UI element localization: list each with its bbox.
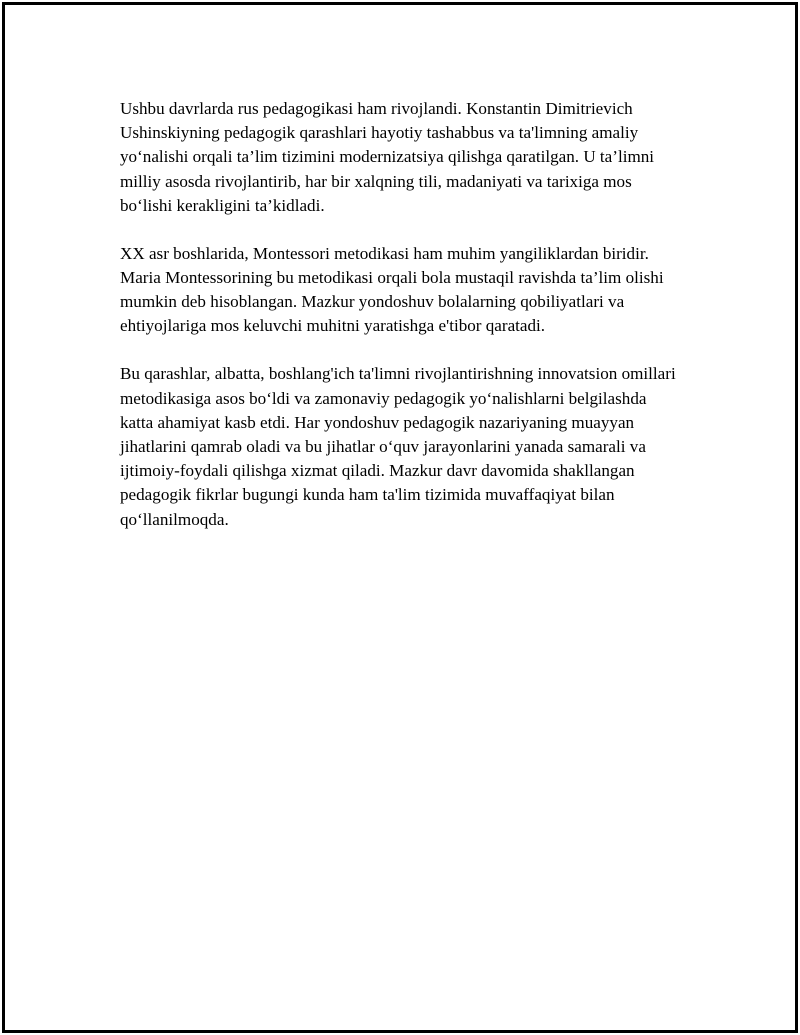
paragraph-conclusion: Bu qarashlar, albatta, boshlang'ich ta'limni rivojlantirishning innovatsion omillari metodikasiga asos bo‘ldi va zamonaviy pedagogik yo‘nalishlarni belgilashda katta ahamiyat kasb etdi. Har yondoshuv pedagogik nazariyaning muayyan jihatlarini qamrab oladi va bu jihatlar o‘quv jarayonlarini yanada samarali va ijtimoiy-foydali qilishga xizmat qiladi. Mazkur davr davomida shakllangan pedagogik fikrlar bugungi kunda ham ta'lim tizimida muvaffaqiyat bilan qo‘llanilmoqda. [120,364,676,529]
document-body [120,97,680,556]
paragraph-ushinsky: Ushbu davrlarda rus pedagogikasi ham rivojlandi. Konstantin Dimitrievich Ushinskiyning pedagogik qarashlari hayotiy tashabbus va ta'limning amaliy yo‘nalishi orqali ta’lim tizimini modernizatsiya qilishga qaratilgan. U ta’limni milliy asosda rivojlantirib, har bir xalqning tili, madaniyati va tarixiga mos bo‘lishi kerakligini ta’kidladi. [120,99,655,215]
document-page [2,2,798,1033]
paragraph-montessori: XX asr boshlarida, Montessori metodikasi ham muhim yangiliklardan biridir. Maria Montessorining bu metodikasi orqali bola mustaqil ravishda ta’lim olishi mumkin deb hisoblangan. Mazkur yondoshuv bolalarning qobiliyatlari va ehtiyojlariga mos keluvchi muhitni yaratishga e'tibor qaratadi. [120,243,664,336]
